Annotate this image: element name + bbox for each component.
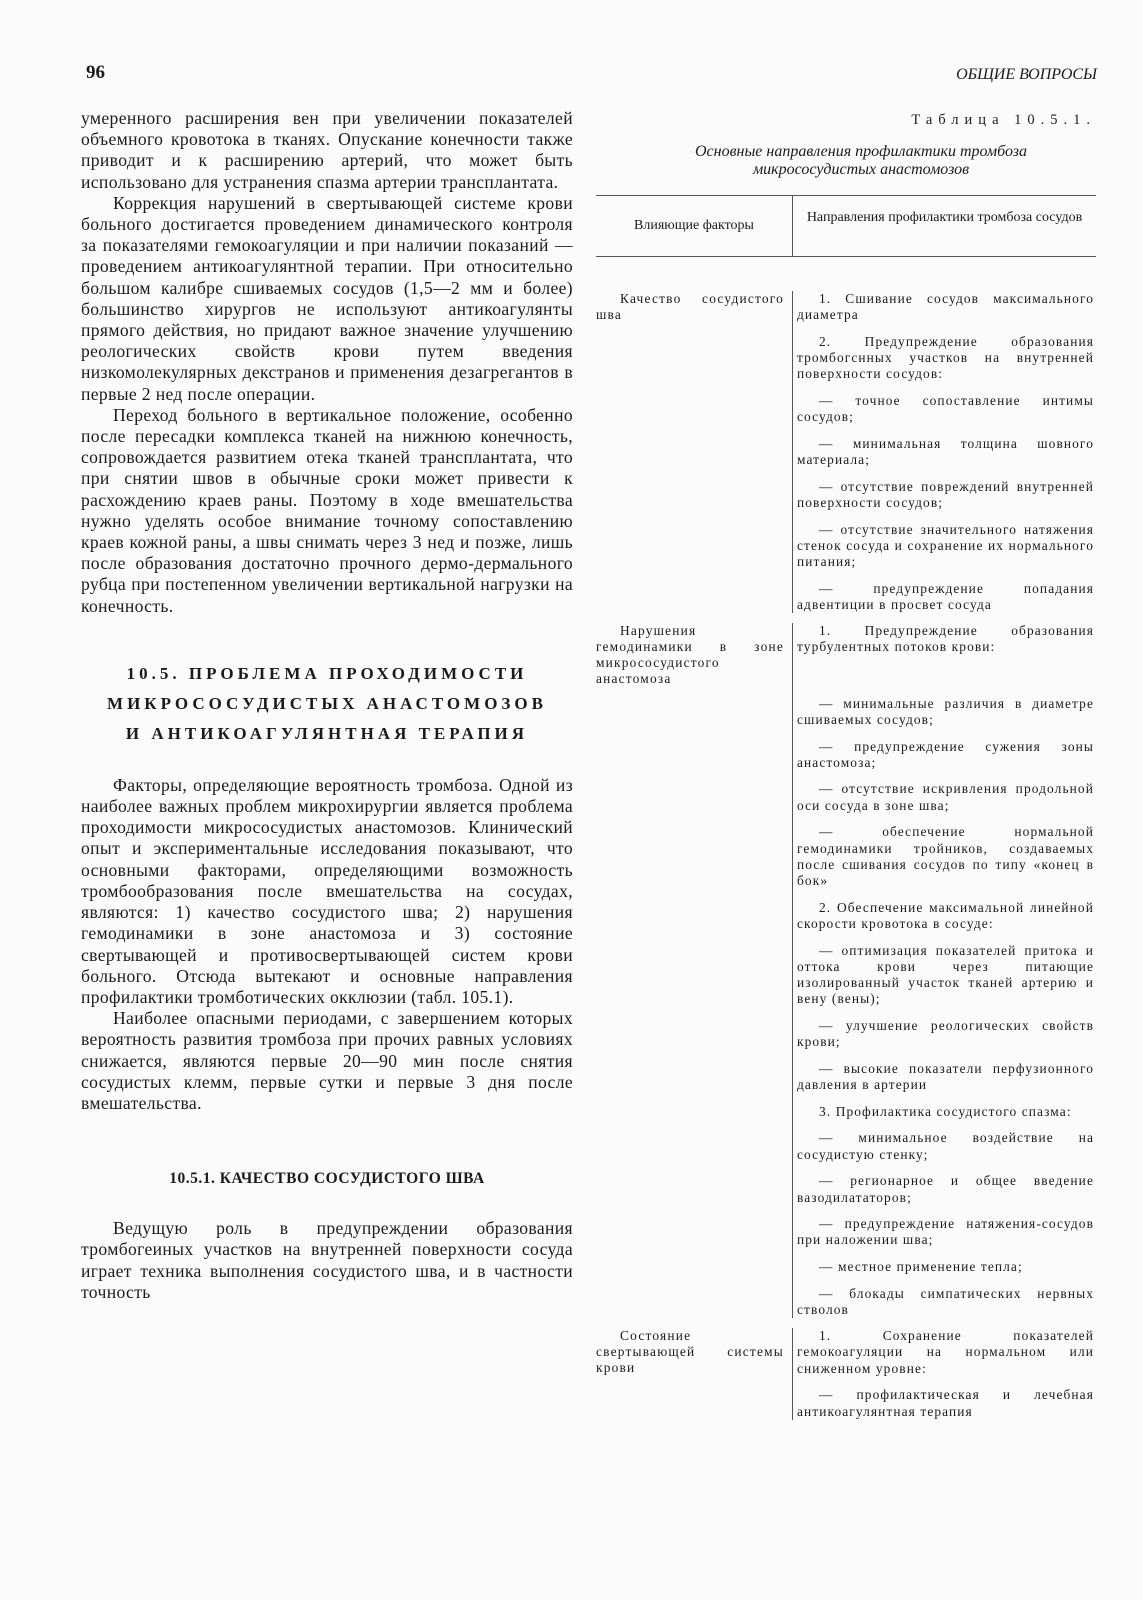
- section-heading-line: И АНТИКОАГУЛЯНТНАЯ ТЕРАПИЯ: [125, 723, 529, 743]
- paragraph: Переход больного в вертикальное положение, особенно после пересадки комплекса тканей на нижнюю конечность, сопровождается развитием отека тканей трансплантата, что при снятии швов в обычные сроки может привести к расхождению краев раны. Поэтому в ходе вмешательства нужно уделять особое внимание точному сопоставлению краев кожной раны, а швы снимать через 3 нед и позже, лишь после образования достаточно прочного дермо-дермального рубца при постепенном увеличении вертикальной нагрузки на конечность.: [81, 404, 573, 616]
- direction-item: — профилактическая и лечебная антикоагулянтная терапия: [797, 1387, 1094, 1419]
- direction-item: — минимальная толщина шовного материала;: [797, 435, 1094, 468]
- direction-item: — минимальные различия в диаметре сшиваемых сосудов;: [797, 695, 1094, 727]
- column-header-directions: Направления профилактики тромбоза сосудов: [806, 210, 1083, 225]
- direction-item: — обеспечение нормальной гемодинамики тройников, создаваемых после сшивания сосудов по типу «конец в бок»: [797, 824, 1094, 888]
- direction-item: — высокие показатели перфузионного давления в артерии: [797, 1060, 1094, 1093]
- table-label: Таблица 10.5.1.: [911, 112, 1096, 128]
- factor-text: Качество сосудистого шва: [596, 291, 784, 322]
- direction-item: — отсутствие искривления продольной оси сосуда в зоне шва;: [797, 781, 1094, 813]
- subsection-heading: 10.5.1. КАЧЕСТВО СОСУДИСТОГО ШВА: [169, 1170, 485, 1188]
- direction-item: — точное сопоставление интимы сосудов;: [797, 393, 1094, 425]
- direction-item: — регионарное и общее введение вазодилататоров;: [797, 1173, 1094, 1205]
- table-body: [596, 257, 1096, 1420]
- running-head: ОБЩИЕ ВОПРОСЫ: [956, 66, 1097, 83]
- direction-item: — минимальное воздействие на сосудистую стенку;: [797, 1130, 1094, 1162]
- paragraph: Наиболее опасными периодами, с завершением которых вероятность развития тромбоза при прочих равных условиях снижается, являются первые 20—90 мин после снятия сосудистых клемм, первые сутки и первые 3 дня после вмешательства.: [81, 1008, 573, 1113]
- paragraph: Факторы, определяющие вероятность тромбоза. Одной из наиболее важных проблем микрохирургии является проблема проходимости микрососудистых анастомозов. Клинический опыт и экспериментальные исследования показывают, что основными факторами, определяющими возможность тромбообразования после вмешательства на сосудах, являются: 1) качество сосудистого шва; 2) нарушения гемодинамики в зоне анастомоза и 3) состояние свертывающей и противосвертывающей систем крови больного. Отсюда вытекают и основные направления профилактики тромботических окклюзии (табл. 105.1).: [81, 774, 573, 1007]
- factor-cell: [596, 1328, 792, 1420]
- factor-text: Нарушения гемодинамики в зоне микрососудистого анастомоза: [596, 623, 784, 687]
- direction-item: — предупреждение сужения зоны анастомоза;: [797, 738, 1094, 770]
- direction-item: 1. Сохранение показателей гемокоагуляции на нормальном или сниженном уровне:: [797, 1328, 1094, 1376]
- direction-item: 2. Предупреждение образования тромбогснных участков на внутренней поверхности сосудов:: [797, 333, 1094, 382]
- direction-item: — отсутствие повреждений внутренней поверхности сосудов;: [797, 478, 1094, 511]
- directions-cell: [792, 1328, 1096, 1420]
- page-number: 96: [86, 62, 105, 83]
- direction-item: — оптимизация показателей притока и оттока крови через питающие изолированный участок тканей артерию и вену (вены);: [797, 942, 1094, 1007]
- direction-item: — блокады симпатических нервных стволов: [797, 1285, 1094, 1318]
- direction-item: — улучшение реологических свойств крови;: [797, 1017, 1094, 1050]
- direction-item: — предупреждение попадания адвентиции в просвет сосуда: [797, 580, 1094, 613]
- factor-cell: [596, 291, 792, 613]
- prevention-table: [596, 195, 1096, 1420]
- directions-cell: [792, 291, 1096, 613]
- section-heading: [81, 659, 573, 749]
- factor-cell: [596, 623, 792, 1318]
- direction-item: — местное применение тепла;: [819, 1259, 1023, 1275]
- left-column: [81, 108, 573, 1303]
- direction-item: 1. Сшивание сосудов максимального диаметра: [797, 291, 1094, 323]
- table-caption: Основные направления профилактики тромбоза микрососудистых анастомозов: [694, 143, 1027, 178]
- directions-cell: [792, 623, 1096, 1318]
- paragraph: Ведущую роль в предупреждении образования тромбогеиных участков на внутренней поверхности сосуда играет техника выполнения сосудистого шва, и в частности точность: [81, 1218, 573, 1302]
- paragraph: Коррекция нарушений в свертывающей системе крови больного достигается проведением динамического контроля за показателями гемокоагуляции и при наличии показаний — проведением антикоагулянтной терапии. При относительно большом калибре сшиваемых сосудов (1,5—2 мм и более) большинство хирургов не используют антикоагулянты прямого действия, но придают важное значение улучшению реологических свойств крови путем введения низкомолекулярных декстранов и применения дезагрегантов в первые 2 нед после операции.: [81, 192, 573, 404]
- factor-text: Состояние свертывающей системы крови: [596, 1328, 784, 1376]
- direction-item: — отсутствие значительного натяжения стенок сосуда и сохранение их нормального питания;: [797, 521, 1094, 570]
- right-column: [596, 108, 1096, 1420]
- section-heading-line: МИКРОСОСУДИСТЫХ АНАСТОМОЗОВ: [107, 693, 547, 713]
- table-row: [596, 613, 1096, 1318]
- section-heading-line: 10.5. ПРОБЛЕМА ПРОХОДИМОСТИ: [126, 663, 528, 683]
- paragraph: умеренного расширения вен при увеличении показателей объемного кровотока в тканях. Опускание конечности также приводит и к расширению артерий, что может быть использовано для устранения спазма артерии трансплантата.: [81, 108, 573, 192]
- direction-item: 1. Предупреждение образования турбулентных потоков крови:: [797, 623, 1094, 655]
- direction-item: 2. Обеспечение максимальной линейной скорости кровотока в сосуде:: [797, 899, 1094, 931]
- table-row: [596, 1318, 1096, 1420]
- column-header-factors: Влияющие факторы: [596, 196, 793, 256]
- table-row: [596, 257, 1096, 613]
- direction-item: 3. Профилактика сосудистого спазма:: [819, 1103, 1072, 1119]
- table-header-row: [596, 196, 1096, 257]
- direction-item: — предупреждение натяжения-сосудов при наложении шва;: [797, 1216, 1094, 1248]
